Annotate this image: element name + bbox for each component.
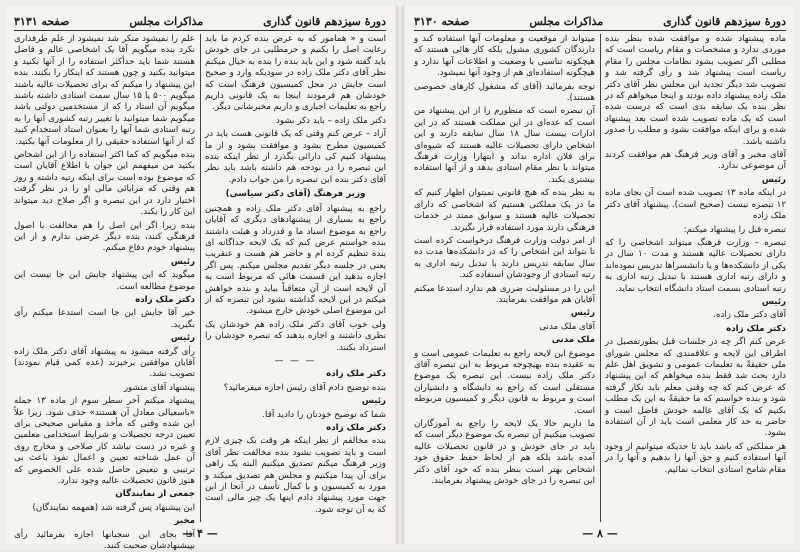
- speaker-name: دکتر ملک زاده: [326, 369, 386, 380]
- left-page: [6, 6, 394, 552]
- paragraph: پیشنهاد میکنم آخر سطر سوم از ماده ۱۳ جمله «باسعیالی معادل آن هستند» حذف شود. زیرا علاً این شده وقتی که مأخذ و مقیاس صحیحی برای تعیین درجه تحصیلات و شرایط استخدامی معلمین و غیره در دست نباشد کار صلاحی و مخارج روی آن عمل شناخته تعیین و اعمال نفوذ باعث بی ترتیبی و تبعیض حاصل شده علی الخصوص که هنوز قانون تحصیلات عالیه وجود ندارد.: [14, 396, 195, 487]
- paragraph: این را در مسئولیت ضرری هم ندارد استدعا میکنم آقایان هم موافقت بفرمایند.: [414, 283, 595, 305]
- paragraph: علم را نمیشود منکر شد نمیشود از علم طرفداری نکرد بنده میگویم آقا یک اشخاصی عالم و فاضل هستند شما باید حدأکثر استفاده را از آنها بکنید و میتوانید بکنید و چون هستند که اینکار را بکنند. بنده این پیشنهاد را میکنم که برای تحصیلات عالیه باشند میگویم ۵۰۰ یا ۱۵ سال سمت استادی داشته باشند میگویم آن استاد را که از مستخدمین دولتی باشد میگویم شما میتوانید با تغییر رتبه کشوری آنها را به رتبه استادی شما آنها را بعنوان استاد استخدام کنید که از آنها استفاده حقیقی را از معلومات آنها بکنید.: [14, 34, 196, 147]
- right-page-column-left: [414, 34, 595, 522]
- paragraph: عرض کنم اگر چه در جلسات قبل بطورتفصیل در اطراف این لایحه و علاقمندی که مجلس شورای ملی حقیقةً به تعلیمات عمومی و تشویق اهل علم دارد بحث شد فقط بنده میخواهم که این پیشنهاد که عرض کنم که چه وقتی معلم باید بکار گرفته شود و بنده خواستم که ما حقیقةً به این یک مطلب بکنیم که یک آقای عالمه خودش فاضل است و حاضر به حد کار معلمی است باید از آن استفاده بشود.: [605, 337, 786, 439]
- paragraph: بنده مخالفم از نظر اینکه هر وقت یک چیزی لازم است و باید تصویب بشود بنده مخالفت نظر آقای وزیر فرهنگ میکنم تصدیق میکنیم البته یک راهی برای آن پیدا میکنیم و مجلس هم تصدیق میکند و مورد به کمیسیون و با کمال تأسف در آنجا از این جهت مورد پیشنهاد دادم اینها یک چیز مالی است که به آن توجه شود.: [205, 436, 386, 515]
- right-page-column-right: [605, 34, 786, 522]
- paragraph: آقای دکتر ملک زاده.: [713, 310, 786, 321]
- speaker-name: رئیس: [170, 333, 195, 344]
- speaker-name: دکتر ملک زاده: [135, 294, 195, 305]
- paragraph: تبصره – وزارت فرهنگ میتواند اشخاصی را که دارای تحصیلات عالیه هستند و مدت ۱۰ سال در یکی از دانشکده‌ها و یا دانشسراها تدریس نموده‌اند و دارای رتبه اداری هستند با تبدیل رتبه اداری به رتبه استادی بسمت استاد دانشگاه انتخاب نماید.: [605, 237, 786, 294]
- left-page-section-title: مذاکرات مجلس: [129, 14, 204, 28]
- paragraph: ما داریم حالا یک لایحه را راجع به آموزگاران تصویب میکنیم آن تبصره یک موضوع دیگر است که باید در جای خودش و در قانون تحصیلات عالیه آمده باشد بلکه هم از لحاظ حفظ حقوق خود اشخاص بهتر است بنظر بنده که خود آقای دکتر این تبصره را در جای خودش پیشنهاد بفرمایند.: [414, 419, 595, 487]
- speaker-name: مخبر: [174, 516, 195, 527]
- right-page-header: [414, 12, 786, 31]
- paragraph: موضوع این لایحه راجع به تعلیمات عمومی است و به عقیده بنده بهیچوجه مربوط به این تبصره آقای دکتر ملک زاده نیست. این تبصره یک موضوع مستقلی است که راجع به دانشگاه و دانشیاران است و مربوط به قانون دیگر و کمیسیون مربوطه است.: [414, 348, 595, 416]
- paragraph: این پیشنهاد پس گرفته شد (همهمه نمایندگان): [32, 502, 195, 513]
- paragraph: دکتر ملک زاده – باید ذکر بشود: [275, 115, 386, 126]
- left-page-header: [14, 12, 386, 31]
- paragraph: راجع به پیشنهاد آقای دکتر ملک زاده و همچنین راجع به بسیاری از پیشنهادهای دیگری که آقایان راجع به موضوع اسناد ما و قدرداد و هیئت داشتند بنده خواستم عرض کنم که یک لایحه جداگانه ای بنده تنظیم کرده ام و حاضر هم هست و عنقریب یعنی در جلسه دیگر تقدیم مجلس میکنم. پس اگر اجازه بدهید این قسمت هائی که مربوط است به آن لایحه است از آن متعاقباً بیاید و بنده خواهش میکنم در این لایحه گذاشته نشود این تبصره که از این موضوع اصلی خودش خارج میشود.: [205, 203, 386, 317]
- speaker-name: رئیس: [361, 396, 386, 407]
- paragraph: بنده زیرا اگر این اصل را هم مخالفت با اصول فرهنگی کنند، بنده دیگر عرضی ندارم و از این پیشنهاد خودم دفاع میکنم.: [14, 220, 195, 254]
- paragraph: آقای ملک مدنی: [539, 321, 595, 332]
- right-page-footer-number: — ۸ —: [582, 527, 618, 540]
- paragraph: بنده توضیح دادم آقای رئیس اجازه میفرمائید؟: [223, 382, 386, 393]
- paragraph: خیر آقا جایش این جا است استدعا میکنم رأی بگیرید.: [14, 308, 195, 330]
- speaker-name: رئیس: [761, 174, 786, 185]
- left-page-column-right: [205, 34, 386, 522]
- right-page-columns: [414, 34, 786, 522]
- paragraph: است و « همامور که به عرض بنده کردم ما باید رعایت اصل را بکنیم و حرمطلبی در جای خودش باید گفته شود و این باید بنده را بنده به خیال میکنم نظر آقای دکتر ملک زاده در سودیکه وارد و صحیح است جایش در محل کمیسیون فرهنگ است که خودشان هم فرمودند اینجا به یک قانونی داریم راجع به تعلیمات اجباری و داریم مخبرشانی دیگر.: [205, 34, 386, 113]
- left-page-column-left: [14, 34, 196, 552]
- section-heading: وزیر فرهنگ (آقای دکتر سیاسی): [225, 189, 366, 200]
- speaker-name: دکتر ملک زاده: [726, 323, 786, 334]
- paragraph: آزاد – عرض کنم وقتی که یک قانونی هست باید در کمیسیون مطرح بشود و موافقت بشود و از ما پیشنهاد کنیم کی دارائی بگذرد از نظر اینکه بنده این تبصره را در بودجه هم داشته باشد باید نظر آقای دکتر بنده این تبصره را من جواب دادم.: [205, 129, 386, 185]
- speaker-name: دکتر ملک زاده: [326, 423, 386, 433]
- paragraph: توجه بفرمائید (آقای که مشغول کارهای خصوصی هستند).: [414, 81, 595, 104]
- paragraph: تبصره قبل را پیشنهاد میکنم:: [683, 224, 786, 235]
- right-page-series-title: دورهٔ سیزدهم قانون گذاری: [663, 14, 786, 28]
- paragraph: میگوید که این پیشنهاد جایش این جا نیست این موضوع مطالعه است.: [14, 270, 195, 292]
- paragraph: به نظر بنده که هیچ قانونی نمیتوان اظهار کنیم که ما در یک مملکتی هستیم که اشخاصی که دارای تحصیلات عالیه هستند و سوابق ممتد در خدمات فرهنگی دارند مورد استفاده قرار نگیرند.: [414, 188, 595, 233]
- paragraph: آقای مخبر و آقای وزیر فرهنگ هم موافقت کردند آن موضوعی ندارد.: [605, 150, 786, 172]
- speaker-name: جمعی از نمایندگان: [115, 489, 195, 500]
- paragraph: میتواند از موقعیت و معلومات آنها استفاده کند و دارندگان کشوری مشول بلکه کار هائی هستند که هیچکونه تناسبی با وضعیت و اطلاعات آنها ندارد و هیچگونه استفاده‌ای هم از وجود آنها نمیشود.: [414, 34, 595, 79]
- paragraph: پیشنهاد آقای منشور: [123, 382, 195, 393]
- right-page-section-title: مذاکرات مجلس: [529, 14, 604, 28]
- paragraph: ولی خوب آقای دکتر ملک زاده هم خودشان یک نظری داشتند و اجازه بدهند که تبصره خودشان را استرداد بکنند.: [205, 319, 386, 353]
- left-page-columns: [14, 34, 386, 552]
- left-page-footer-number: — ۴ —: [182, 527, 218, 540]
- right-page-number: صفحه ۳۱۳۰: [414, 14, 470, 28]
- speaker-name: ملک مدنی: [551, 335, 595, 346]
- paragraph: از امر دولت وزارت فرهنگ درخواست کرده است تا بتواند این اشخاص را که در دانشکده‌ها مدت ده سال سابقه تدریس دارند با تبدیل رتبه اداری به رتبه استادی از وجودشان استفاده کند.: [414, 235, 595, 281]
- speaker-name: رئیس: [170, 256, 195, 267]
- speaker-name: رئیس: [761, 296, 786, 307]
- paragraph: رأی گرفته میشود به پیشنهاد آقای دکتر ملک زاده آقایان موافقین برخیزند (عده کمی قیام نمودند) تصویب نشد.: [14, 346, 195, 380]
- separator: — — —: [274, 355, 317, 366]
- paragraph: ماده پیشنهاد شده و موافقت شده بنظر بنده موردی ندارد و مشخصات و مقام ریاست است که مطلبی اگر تصویب بشود نظامات مجلس را مقام ریاست است پیشنهاد شد و رأی گرفته شد و تصویب شد دیگر تجدید این مجلس نظر آقای دکتر ملک زاده پیشنهاد داده بودند و اینجا میخواهم که در نظر بنده یک سابقه بدی است که درست شده است که یک ماده تصویب شده است بعد پیشنهاد شده و برای اینکه موافقت بشود و مطلب را صدور داشته باشد.: [605, 34, 786, 147]
- paragraph: آقا بجای این سجبانها اجازه بفرمائید رأی بپیشنهادشان صحبت کنند.: [14, 529, 195, 552]
- paragraph: بنده میگویم که کما اکثر استفاده را از این اشخاص بکنید من میفهمم این جوان با اطلاع آقایان است که موضوع بوده است برای اینکه رتبه داشته و روز هم وقتی که مزایائی مالی او را در نظر گرفت اختیار دارد در این تبصره و اگر صلاح دید میتواند این کار را بکند.: [14, 150, 195, 218]
- left-page-series-title: دورهٔ سیزدهم قانون گذاری: [263, 14, 386, 28]
- speaker-name: رئیس: [570, 308, 595, 319]
- paragraph: در اینکه ماده ۱۳ تصویب شده است آن بجای ماده ۱۲ تبصره نیست (صحیح است). پیشنهاد آقای دکتر ملک زاده: [605, 188, 787, 222]
- left-page-number: صفحه ۳۱۳۱: [14, 14, 70, 28]
- binding-gutter: [396, 6, 404, 544]
- paragraph: آن تبصره است که منظورم را از این پیشنهاد من است که عده‌ای در این مملکت هستند که در این ادارات بیست سال ۱۸ سال سابقه دارند و این اشخاص دارای تحصیلات عالیه هستند که شیوه‌ای برای فلان اداره نداند و ابتهارا وزارت فرهنگ میتواند با نظر مقام استادی بدهد و از آنها استفاده بیشتری بکند.: [414, 106, 595, 185]
- right-page: [406, 6, 794, 544]
- paragraph: شما که توضیح خودتان را دادید آقا.: [262, 409, 386, 420]
- paragraph: هر مملکتی که باشد باید تا حدیکه میتوانیم از وجود آنها استفاده کنیم و حق آنها را بدهیم و آنها را در مقام شامخ استادی انتخاب نمائیم.: [605, 441, 786, 475]
